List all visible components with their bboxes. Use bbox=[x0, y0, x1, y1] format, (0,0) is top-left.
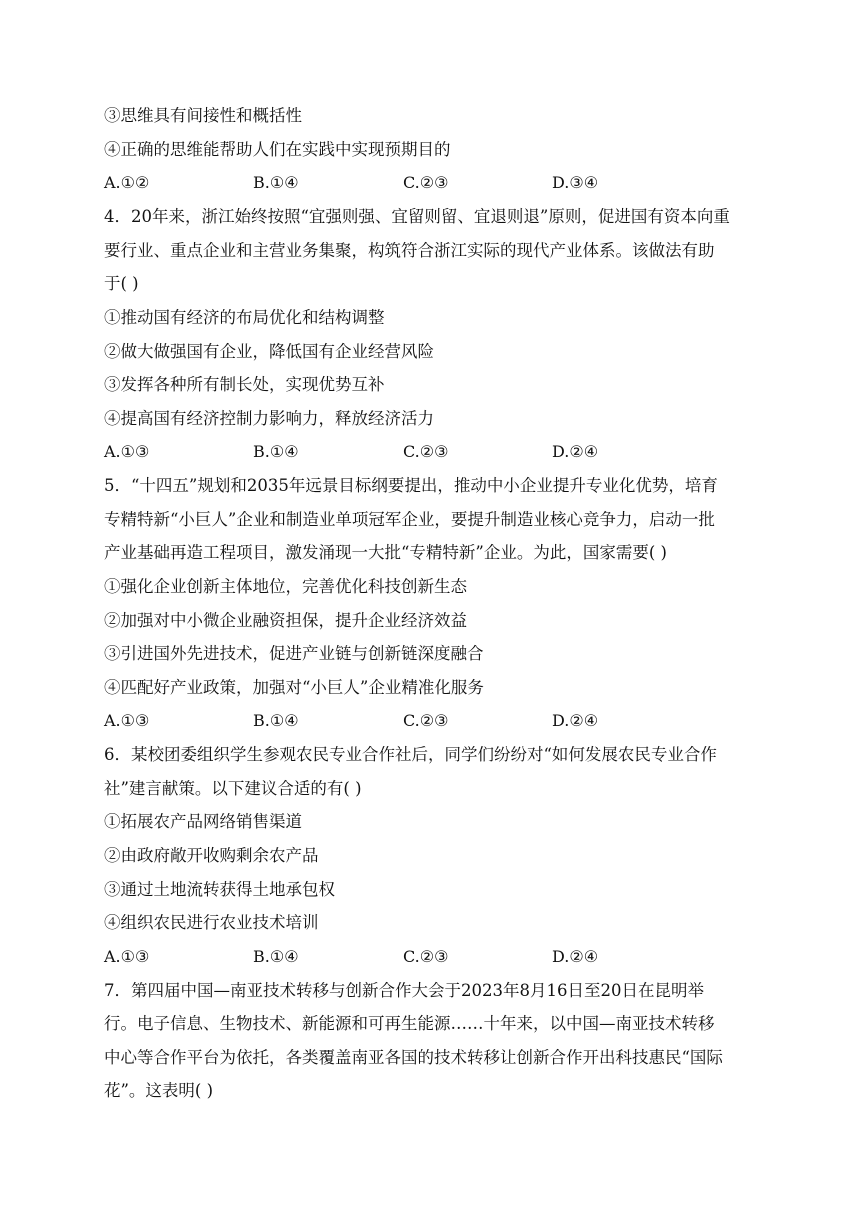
q3-option-d: D.③④ bbox=[552, 173, 599, 192]
q5-item-3: ③引进国外先进技术，促进产业链与创新链深度融合 bbox=[104, 644, 484, 663]
q3-options bbox=[104, 173, 704, 193]
q4-stem-line-2: 要行业、重点企业和主营业务集聚，构筑符合浙江实际的现代产业体系。该做法有助 bbox=[104, 241, 715, 260]
q3-item-4: ④正确的思维能帮助人们在实践中实现预期目的 bbox=[104, 140, 451, 159]
q5-option-a: A.①③ bbox=[104, 711, 150, 730]
q5-stem-line-1: 5．“十四五”规划和2035年远景目标纲要提出，推动中小企业提升专业化优势，培育 bbox=[104, 476, 718, 495]
q6-stem-line-1: 6．某校团委组织学生参观农民专业合作社后，同学们纷纷对“如何发展农民专业合作 bbox=[104, 745, 717, 764]
q4-option-a: A.①③ bbox=[104, 442, 150, 461]
q3-option-c: C.②③ bbox=[403, 173, 449, 192]
q6-item-4: ④组织农民进行农业技术培训 bbox=[104, 913, 319, 932]
q4-stem-line-1: 4．20年来，浙江始终按照“宜强则强、宜留则留、宜退则退”原则，促进国有资本向重 bbox=[104, 207, 730, 226]
q6-option-a: A.①③ bbox=[104, 947, 150, 966]
q5-stem-line-2: 专精特新“小巨人”企业和制造业单项冠军企业，要提升制造业核心竞争力，启动一批 bbox=[104, 510, 715, 529]
q4-item-4: ④提高国有经济控制力影响力，释放经济活力 bbox=[104, 409, 434, 428]
q3-option-a: A.①② bbox=[104, 173, 150, 192]
q4-options bbox=[104, 442, 704, 462]
q6-stem-line-2: 社”建言献策。以下建议合适的有( ) bbox=[104, 779, 362, 798]
q7-stem-line-4: 花”。这表明( ) bbox=[104, 1081, 214, 1100]
q5-option-d: D.②④ bbox=[552, 711, 599, 730]
q5-stem-line-3: 产业基础再造工程项目，激发涌现一大批“专精特新”企业。为此，国家需要( ) bbox=[104, 543, 667, 562]
q4-item-2: ②做大做强国有企业，降低国有企业经营风险 bbox=[104, 342, 434, 361]
q6-option-d: D.②④ bbox=[552, 947, 599, 966]
q5-options bbox=[104, 711, 704, 731]
q5-option-b: B.①④ bbox=[253, 711, 299, 730]
q4-option-b: B.①④ bbox=[253, 442, 299, 461]
q5-option-c: C.②③ bbox=[403, 711, 449, 730]
q4-option-d: D.②④ bbox=[552, 442, 599, 461]
q7-stem-line-1: 7．第四届中国—南亚技术转移与创新合作大会于2023年8月16日至20日在昆明举 bbox=[104, 981, 704, 1000]
q7-stem-line-3: 中心等合作平台为依托，各类覆盖南亚各国的技术转移让创新合作开出科技惠民“国际 bbox=[104, 1048, 723, 1067]
q6-option-c: C.②③ bbox=[403, 947, 449, 966]
q3-option-b: B.①④ bbox=[253, 173, 299, 192]
q4-item-1: ①推动国有经济的布局优化和结构调整 bbox=[104, 308, 385, 327]
q6-item-3: ③通过土地流转获得土地承包权 bbox=[104, 880, 335, 899]
q5-item-1: ①强化企业创新主体地位，完善优化科技创新生态 bbox=[104, 577, 467, 596]
q4-stem-line-3: 于( ) bbox=[104, 274, 139, 293]
q5-item-2: ②加强对中小微企业融资担保，提升企业经济效益 bbox=[104, 611, 467, 630]
q6-option-b: B.①④ bbox=[253, 947, 299, 966]
q5-item-4: ④匹配好产业政策，加强对“小巨人”企业精准化服务 bbox=[104, 678, 484, 697]
q6-item-2: ②由政府敞开收购剩余农产品 bbox=[104, 846, 319, 865]
q3-item-3: ③思维具有间接性和概括性 bbox=[104, 106, 302, 125]
q4-item-3: ③发挥各种所有制长处，实现优势互补 bbox=[104, 375, 385, 394]
q4-option-c: C.②③ bbox=[403, 442, 449, 461]
q6-item-1: ①拓展农产品网络销售渠道 bbox=[104, 812, 302, 831]
q7-stem-line-2: 行。电子信息、生物技术、新能源和可再生能源……十年来，以中国—南亚技术转移 bbox=[104, 1014, 715, 1033]
q6-options bbox=[104, 947, 704, 967]
